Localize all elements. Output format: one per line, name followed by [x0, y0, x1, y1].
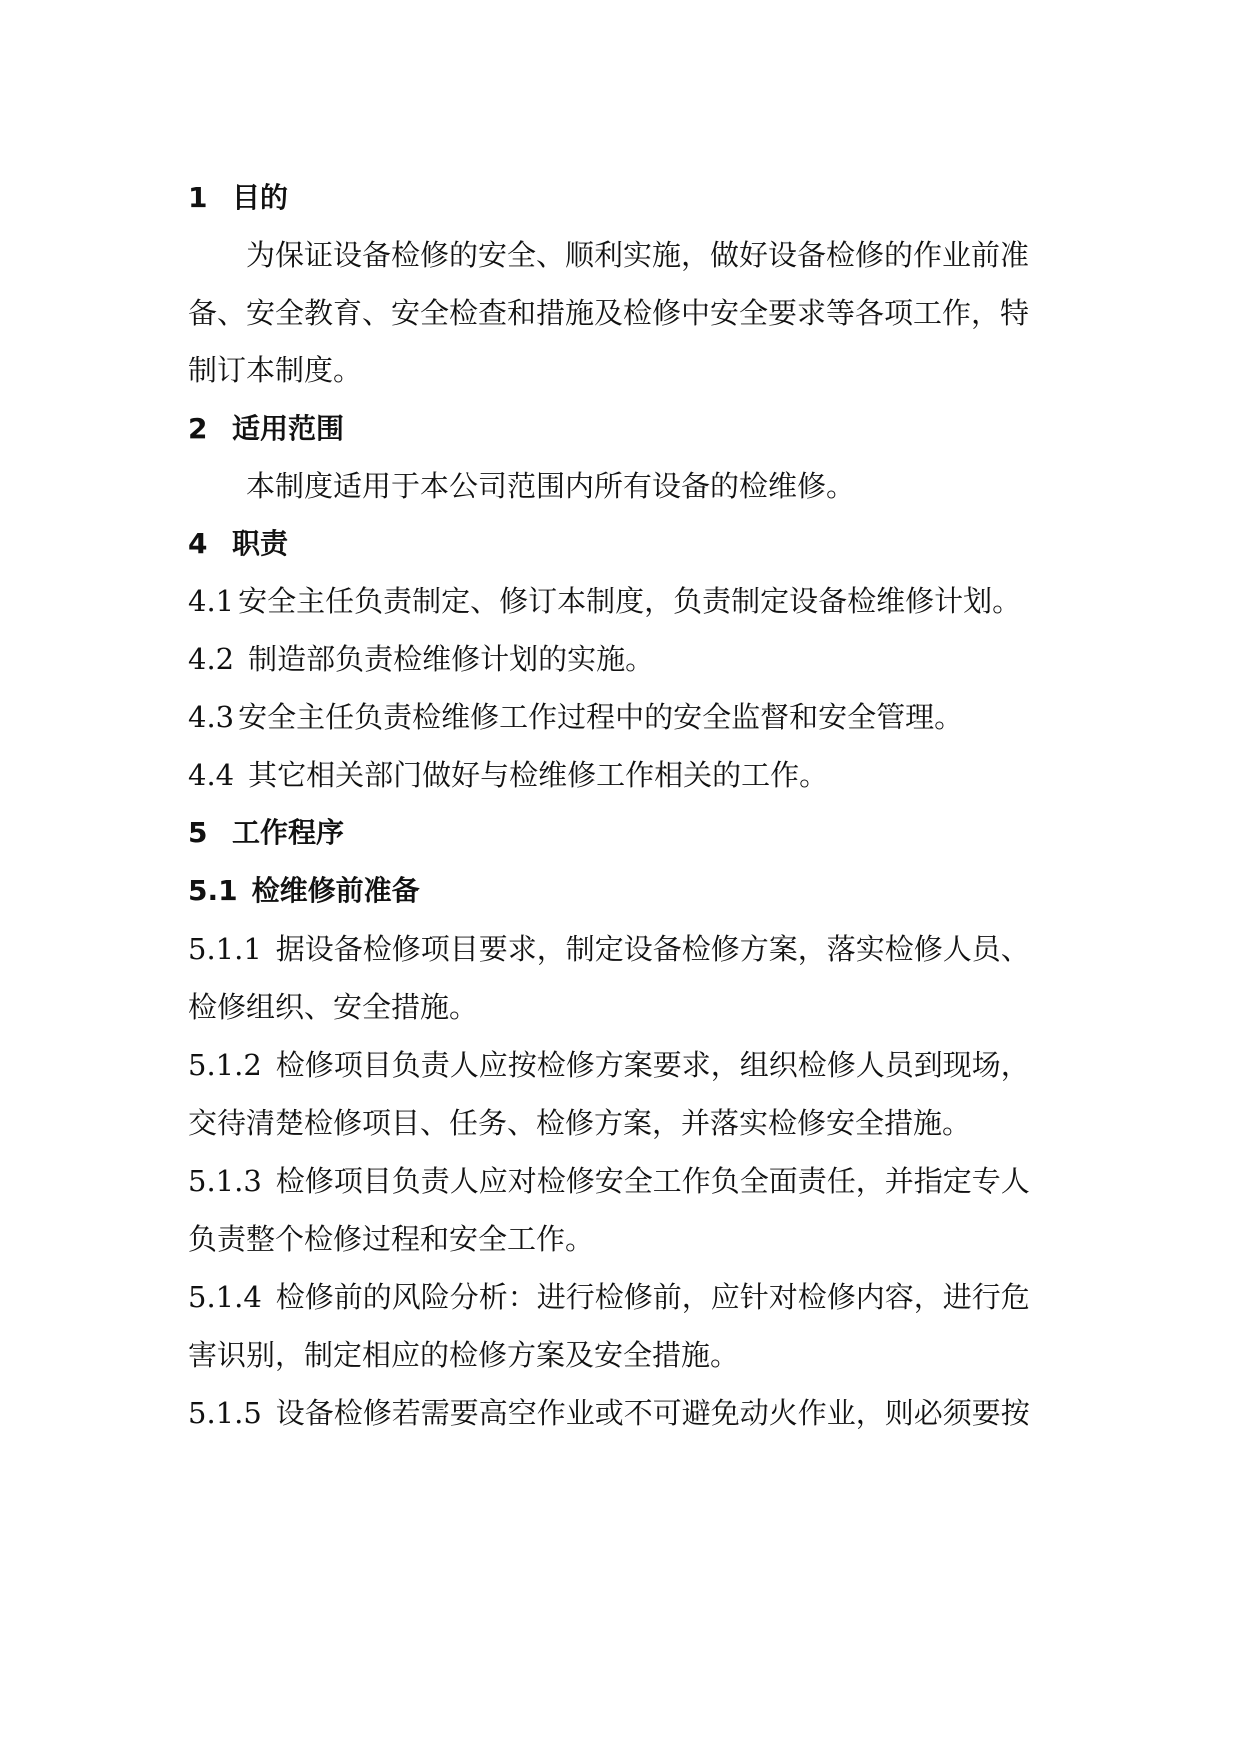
paragraph-line: 备、安全教育、安全检查和措施及检修中安全要求等各项工作，特 — [188, 296, 1030, 330]
subsection-heading-5-1 — [188, 871, 1058, 911]
list-item — [188, 1393, 1058, 1433]
section-heading-5 — [188, 813, 1058, 853]
list-item — [188, 755, 1058, 795]
item-number: 4.1 — [188, 584, 235, 618]
item-text: 检修项目负责人应对检修安全工作负全面责任，并指定专人 — [275, 1164, 1030, 1198]
section-title: 适用范围 — [232, 412, 345, 445]
list-item — [188, 1045, 1058, 1085]
list-item — [188, 929, 1058, 969]
section-number: 2 — [188, 412, 208, 445]
paragraph-line: 为保证设备检修的安全、顺利实施，做好设备检修的作业前准 — [246, 238, 1030, 272]
list-item — [188, 639, 1058, 679]
item-number: 5.1.2 — [188, 1048, 262, 1082]
list-item — [188, 581, 1058, 621]
item-text: 据设备检修项目要求，制定设备检修方案，落实检修人员、 — [275, 932, 1030, 966]
list-item — [188, 1161, 1058, 1201]
section-title: 检维修前准备 — [251, 874, 420, 907]
item-number: 4.3 — [188, 700, 235, 734]
item-continuation: 交待清楚检修项目、任务、检修方案，并落实检修安全措施。 — [188, 1106, 972, 1140]
section-title: 工作程序 — [232, 816, 345, 849]
section-title: 职责 — [232, 527, 289, 560]
item-continuation: 负责整个检修过程和安全工作。 — [188, 1222, 595, 1256]
item-text: 安全主任负责制定、修订本制度，负责制定设备检维修计划。 — [238, 584, 1022, 618]
item-text: 安全主任负责检维修工作过程中的安全监督和安全管理。 — [238, 700, 964, 734]
item-text: 检修项目负责人应按检修方案要求，组织检修人员到现场， — [275, 1048, 1030, 1082]
paragraph-line: 制订本制度。 — [188, 353, 363, 387]
item-text: 制造部负责检维修计划的实施。 — [248, 642, 655, 676]
item-continuation: 害识别，制定相应的检修方案及安全措施。 — [188, 1338, 740, 1372]
item-number: 4.4 — [188, 758, 235, 792]
list-item — [188, 1277, 1058, 1317]
section-number: 5 — [188, 816, 208, 849]
section-heading-4 — [188, 524, 1058, 564]
list-item — [188, 697, 1058, 737]
item-number: 5.1.5 — [188, 1396, 262, 1430]
item-number: 5.1.3 — [188, 1164, 262, 1198]
item-text: 其它相关部门做好与检维修工作相关的工作。 — [248, 758, 829, 792]
paragraph-line: 本制度适用于本公司范围内所有设备的检维修。 — [246, 469, 856, 503]
item-number: 5.1.4 — [188, 1280, 262, 1314]
section-number: 1 — [188, 181, 208, 214]
item-text: 设备检修若需要高空作业或不可避免动火作业，则必须要按 — [275, 1396, 1030, 1430]
item-number: 4.2 — [188, 642, 235, 676]
item-continuation: 检修组织、安全措施。 — [188, 990, 479, 1024]
section-number: 5.1 — [188, 874, 238, 907]
section-number: 4 — [188, 527, 208, 560]
section-heading-2 — [188, 409, 1058, 449]
item-number: 5.1.1 — [188, 932, 262, 966]
section-heading-1 — [188, 178, 1058, 218]
item-text: 检修前的风险分析：进行检修前，应针对检修内容，进行危 — [275, 1280, 1030, 1314]
section-title: 目的 — [232, 181, 289, 214]
